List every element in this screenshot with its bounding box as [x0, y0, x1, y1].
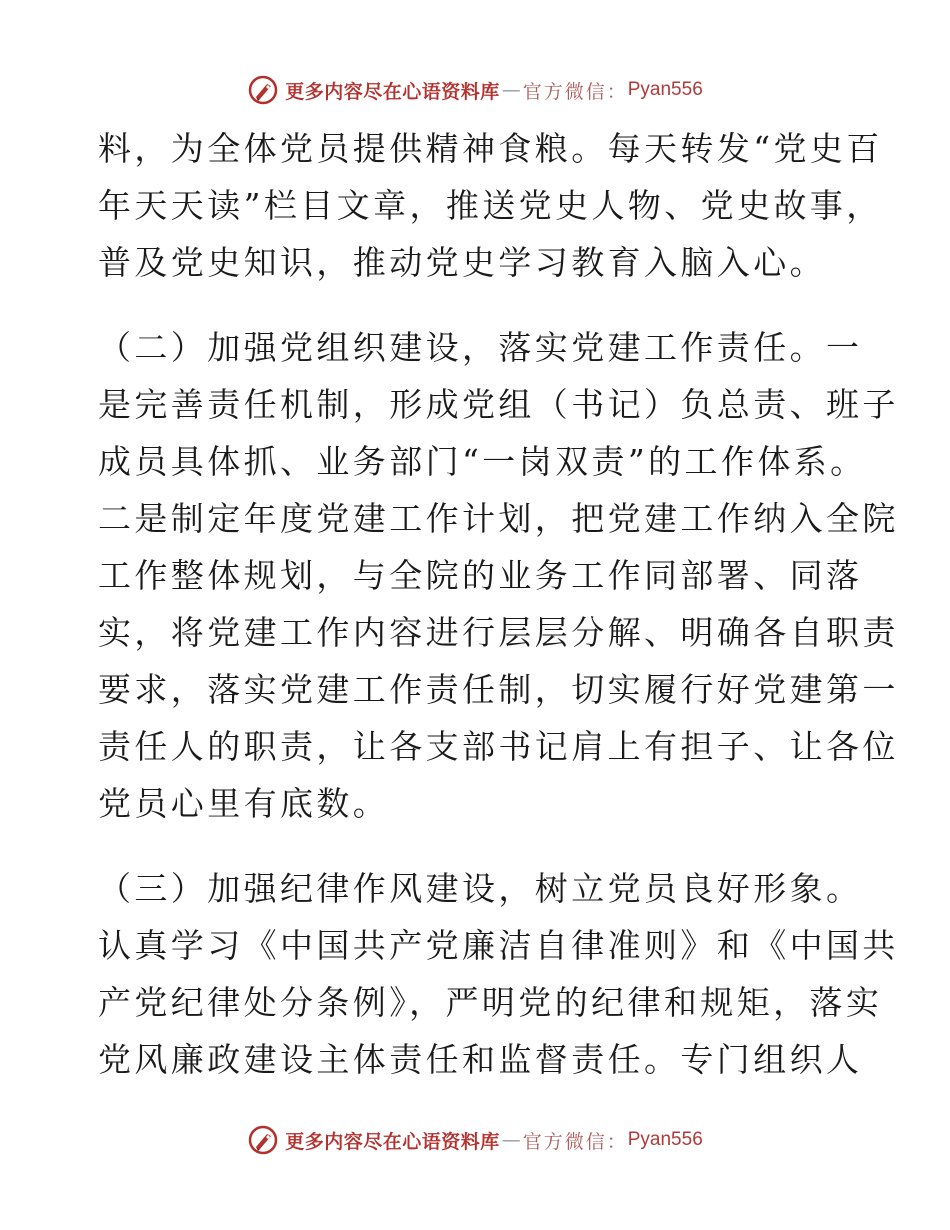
text-line: （二）加强党组织建设，落实党建工作责任。一: [98, 328, 863, 367]
text-line: 责任人的职责，让各支部书记肩上有担子、让各位: [98, 727, 899, 766]
paragraph-2: [98, 319, 899, 832]
text-line: 党员心里有底数。: [98, 784, 390, 823]
paragraph-3: [98, 860, 899, 1088]
pen-nib-logo-icon: [247, 1124, 279, 1156]
footer-official-label: 官方微信：: [522, 1130, 628, 1153]
header-banner: [0, 70, 950, 110]
header-brand-text: 更多内容尽在心语资料库: [285, 80, 500, 103]
footer-separator: —: [501, 1129, 521, 1151]
text-line: 成员具体抓、业务部门“一岗双责”的工作体系。: [98, 442, 867, 481]
text-line: 年天天读”栏目文章，推送党史人物、党史故事，: [98, 186, 883, 225]
text-line: 是完善责任机制，形成党组（书记）负总责、班子: [98, 385, 899, 424]
header-wechat-id: Pyan556: [627, 79, 703, 100]
paragraph-1: [98, 120, 883, 291]
text-line: 产党纪律处分条例》，严明党的纪律和规矩，落实: [98, 983, 883, 1022]
header-separator: —: [501, 79, 521, 101]
text-line: 普及党史知识，推动党史学习教育入脑入心。: [98, 243, 826, 282]
text-line: 实，将党建工作内容进行层层分解、明确各自职责: [98, 613, 899, 652]
header-official-label: 官方微信：: [522, 80, 628, 103]
footer-wechat-id: Pyan556: [627, 1129, 703, 1150]
text-line: 二是制定年度党建工作计划，把党建工作纳入全院: [98, 499, 899, 538]
text-line: （三）加强纪律作风建设，树立党员良好形象。: [98, 869, 863, 908]
footer-banner: [0, 1120, 950, 1160]
document-body: [98, 120, 899, 1088]
text-line: 认真学习《中国共产党廉洁自律准则》和《中国共: [98, 926, 899, 965]
text-line: 料，为全体党员提供精神食粮。每天转发“党史百: [98, 129, 883, 168]
text-line: 工作整体规划，与全院的业务工作同部署、同落: [98, 556, 863, 595]
pen-nib-logo-icon: [247, 74, 279, 106]
text-line: 要求，落实党建工作责任制，切实履行好党建第一: [98, 670, 899, 709]
text-line: 党风廉政建设主体责任和监督责任。专门组织人: [98, 1040, 863, 1079]
footer-brand-text: 更多内容尽在心语资料库: [285, 1130, 500, 1153]
